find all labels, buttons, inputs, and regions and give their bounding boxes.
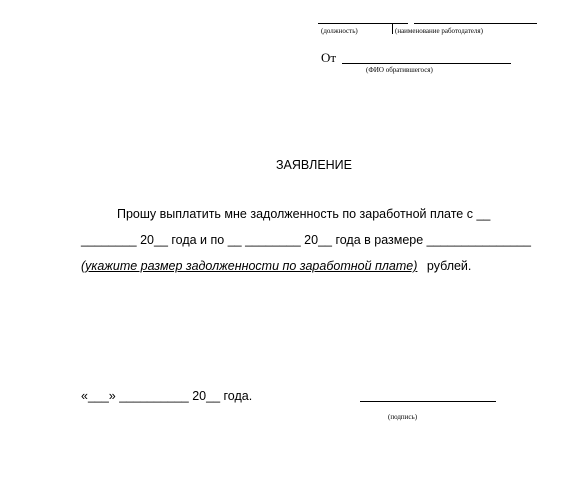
- position-line: [318, 23, 408, 24]
- employer-line: [414, 23, 537, 24]
- signature-line: [360, 401, 496, 402]
- currency-label: рублей.: [426, 259, 472, 273]
- from-label: От: [321, 50, 337, 65]
- body-line-3: [81, 258, 471, 274]
- debt-amount-hint: (укажите размер задолженности по заработной плате): [81, 259, 418, 273]
- position-caption: (должность): [321, 27, 358, 35]
- employer-caption: (наименование работодателя): [395, 27, 483, 35]
- body-line-2: ________ 20__ года и по __ ________ 20__ года в размере _______________: [81, 233, 531, 247]
- document-title: ЗАЯВЛЕНИЕ: [276, 158, 353, 172]
- date-line: «___» __________ 20__ года.: [81, 389, 253, 403]
- applicant-caption: (ФИО обратившегося): [366, 66, 433, 74]
- signature-caption: (подпись): [388, 413, 418, 421]
- header-divider-tick: [392, 24, 393, 34]
- body-line-1: Прошу выплатить мне задолженность по заработной плате с __: [117, 207, 491, 221]
- applicant-name-line: [342, 63, 511, 64]
